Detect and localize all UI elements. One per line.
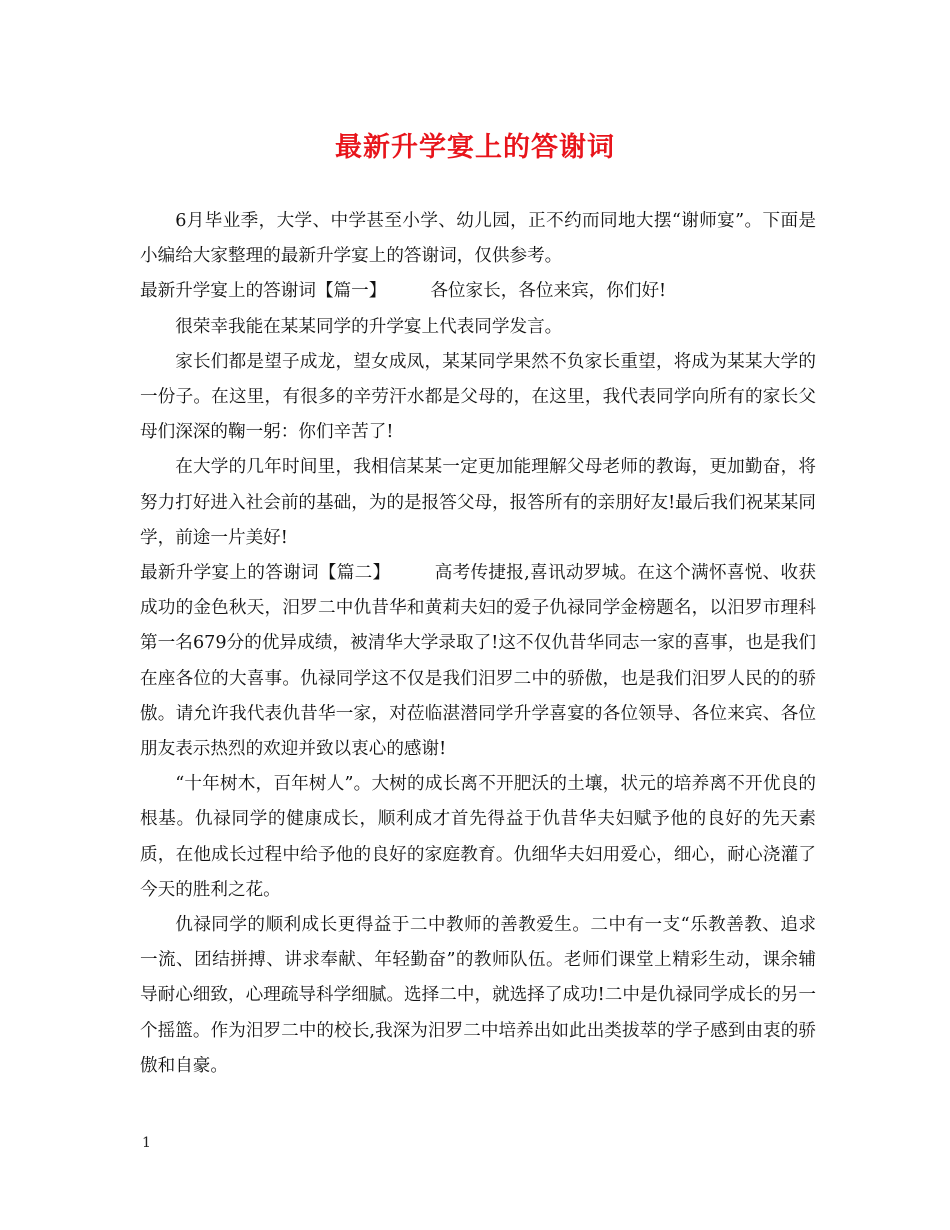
page-number: 1 — [142, 1135, 151, 1151]
section-two-paragraph-1: “十年树木，百年树人”。大树的成长离不开肥沃的土壤，状元的培养离不开优良的根基。仇禄同学的健康成长，顺利成才首先得益于仇昔华夫妇赋予他的良好的先天素质，在他成长过程中给予他的良好的家庭教育。仇细华夫妇用爱心，细心，耐心浇灌了今天的胜利之花。 — [140, 774, 816, 900]
intro-paragraph: 6月毕业季，大学、中学甚至小学、幼儿园，正不约而同地大摆“谢师宴”。下面是小编给大家整理的最新升学宴上的答谢词，仅供参考。 — [140, 211, 816, 267]
section-two-paragraph-2: 仇禄同学的顺利成长更得益于二中教师的善教爱生。二中有一支“乐教善教、追求一流、团结拼搏、讲求奉献、年轻勤奋”的教师队伍。老师们课堂上精彩生动，课余辅导耐心细致，心理疏导科学细腻。选择二中，就选择了成功!二中是仇禄同学成长的另一个摇篮。作为汨罗二中的校长,我深为汨罗二中培养出如此出类拔萃的学子感到由衷的骄傲和自豪。 — [140, 915, 816, 1076]
section-one-paragraph-3: 在大学的几年时间里，我相信某某一定更加能理解父母老师的教诲，更加勤奋，将努力打好进入社会前的基础，为的是报答父母，报答所有的亲朋好友!最后我们祝某某同学，前途一片美好! — [140, 457, 816, 548]
section-one-paragraph-1: 很荣幸我能在某某同学的升学宴上代表同学发言。 — [175, 316, 563, 337]
section-one-greeting: 各位家长，各位来宾，你们好! — [430, 281, 667, 302]
section-two-block — [140, 556, 816, 767]
section-one-paragraph-2: 家长们都是望子成龙，望女成凤，某某同学果然不负家长重望，将成为某某大学的一份子。在这里，有很多的辛劳汗水都是父母的，在这里，我代表同学向所有的家长父母们深深的鞠一躬：你们辛苦了! — [140, 351, 816, 443]
section-two-lead: 高考传捷报,喜讯动罗城。在这个满怀喜悦、收获成功的金色秋天，汨罗二中仇昔华和黄莉夫妇的爱子仇禄同学金榜题名，以汨罗市理科第一名679分的优异成绩，被清华大学录取了!这不仅仇昔华同志一家的喜事，也是我们在座各位的大喜事。仇禄同学这不仅是我们汨罗二中的骄傲，也是我们汨罗人民的的骄傲。请允许我代表仇昔华一家，对莅临湛潜同学升学喜宴的各位领导、各位来宾、各位朋友表示热烈的欢迎并致以衷心的感谢! — [140, 563, 816, 760]
section-one-line — [140, 274, 816, 309]
section-one-heading: 最新升学宴上的答谢词【篇一】 — [140, 281, 387, 302]
document-body — [140, 204, 816, 1084]
section-two-heading: 最新升学宴上的答谢词【篇二】 — [140, 563, 391, 584]
document-title: 最新升学宴上的答谢词 — [335, 132, 615, 163]
